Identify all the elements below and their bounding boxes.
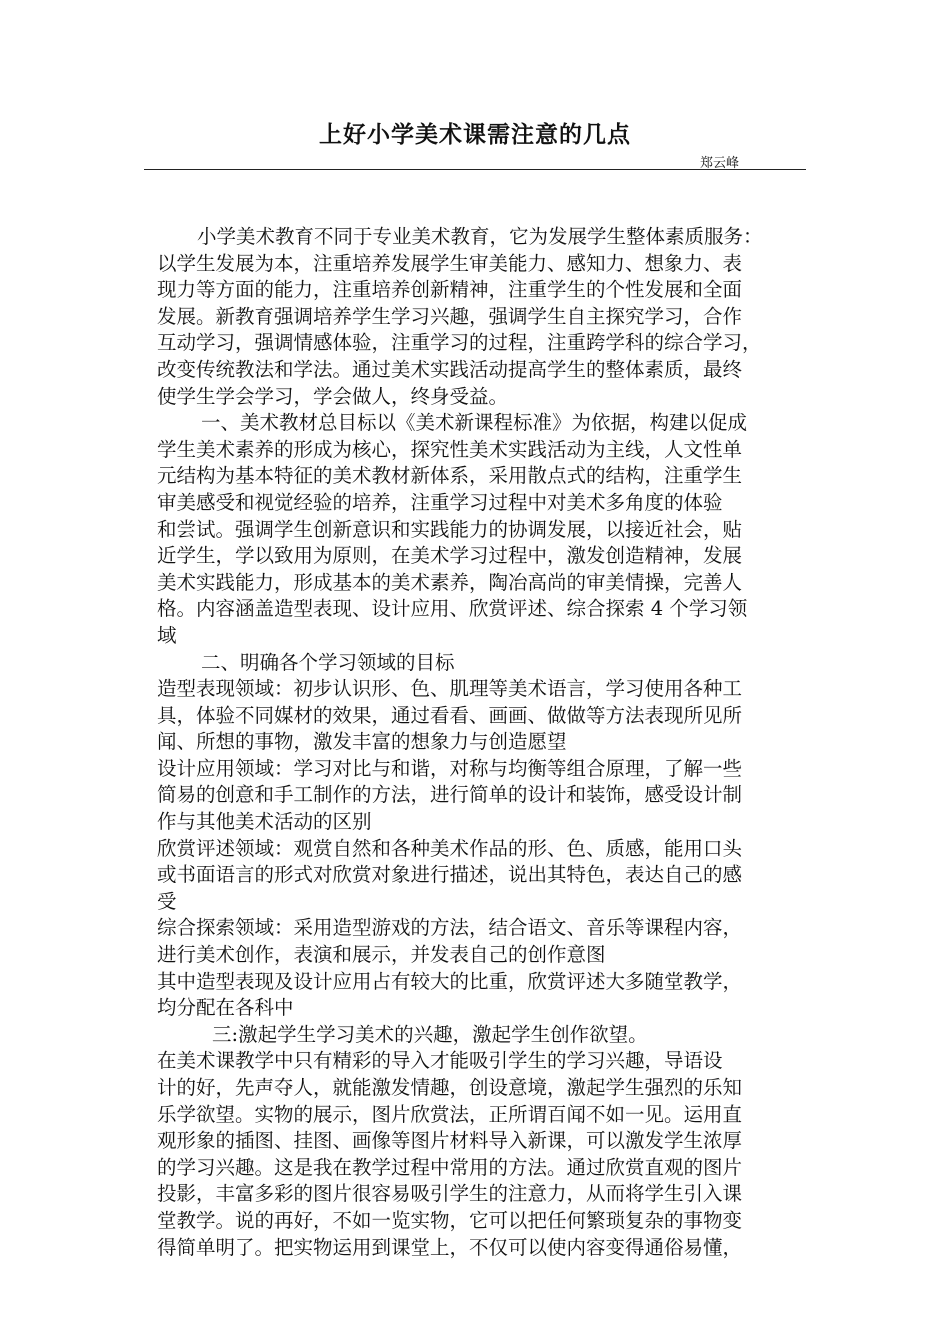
paragraph-line: 观形象的插图、挂图、画像等图片材料导入新课，可以激发学生浓厚 <box>157 1129 743 1153</box>
paragraph-line: 使学生学会学习，学会做人，终身受益。 <box>157 384 509 408</box>
section-heading: 二、明确各个学习领域的目标 <box>201 650 455 674</box>
paragraph-line: 一、美术教材总目标以《美术新课程标准》为依据，构建以促成 <box>201 411 748 435</box>
paragraph-line: 发展。新教育强调培养学生学习兴趣，强调学生自主探究学习，合作 <box>157 304 743 328</box>
paragraph-line: 受 <box>157 889 177 913</box>
paragraph-line: 美术实践能力，形成基本的美术素养，陶冶高尚的审美情操，完善人 <box>157 570 743 594</box>
paragraph-line: 近学生，学以致用为原则，在美术学习过程中，激发创造精神，发展 <box>157 544 743 568</box>
paragraph-line: 和尝试。强调学生创新意识和实践能力的协调发展，以接近社会，贴 <box>157 517 743 541</box>
paragraph-line: 具，体验不同媒材的效果，通过看看、画画、做做等方法表现所见所 <box>157 703 743 727</box>
paragraph-line: 审美感受和视觉经验的培养，注重学习过程中对美术多角度的体验 <box>157 490 723 514</box>
paragraph-line: 或书面语言的形式对欣赏对象进行描述，说出其特色，表达自己的感 <box>157 863 743 887</box>
paragraph-line: 学生美术素养的形成为核心，探究性美术实践活动为主线，人文性单 <box>157 437 743 461</box>
document-body <box>157 224 822 1261</box>
paragraph-line: 欣赏评述领域：观赏自然和各种美术作品的形、色、质感，能用口头 <box>157 836 743 860</box>
paragraph-line: 域 <box>157 623 177 647</box>
paragraph-line: 现力等方面的能力，注重培养创新精神，注重学生的个性发展和全面 <box>157 278 743 302</box>
paragraph-line: 改变传统教法和学法。通过美术实践活动提高学生的整体素质，最终 <box>157 357 743 381</box>
paragraph-line: 在美术课教学中只有精彩的导入才能吸引学生的学习兴趣，导语设 <box>157 1049 723 1073</box>
paragraph-line: 均分配在各科中 <box>157 996 294 1020</box>
paragraph-line: 元结构为基本特征的美术教材新体系，采用散点式的结构，注重学生 <box>157 464 743 488</box>
paragraph-line: 进行美术创作，表演和展示，并发表自己的创作意图 <box>157 943 606 967</box>
paragraph-line: 的学习兴趣。这是我在教学过程中常用的方法。通过欣赏直观的图片 <box>157 1155 743 1179</box>
paragraph-line: 格。内容涵盖造型表现、设计应用、欣赏评述、综合探索 4 个学习领 <box>157 597 748 621</box>
paragraph-line: 作与其他美术活动的区别 <box>157 810 372 834</box>
paragraph-line: 闻、所想的事物，激发丰富的想象力与创造愿望 <box>157 730 567 754</box>
paragraph-line: 乐学欲望。实物的展示，图片欣赏法，正所谓百闻不如一见。运用直 <box>157 1102 743 1126</box>
paragraph-line: 以学生发展为本，注重培养发展学生审美能力、感知力、想象力、表 <box>157 251 743 275</box>
paragraph-line: 得简单明了。把实物运用到课堂上，不仅可以使内容变得通俗易懂， <box>157 1235 743 1259</box>
paragraph-line: 互动学习，强调情感体验，注重学习的过程，注重跨学科的综合学习， <box>157 331 762 355</box>
paragraph-line: 堂教学。说的再好，不如一览实物，它可以把任何繁琐复杂的事物变 <box>157 1208 743 1232</box>
paragraph-line: 小学美术教育不同于专业美术教育，它为发展学生整体素质服务： <box>197 225 763 248</box>
paragraph-line: 简易的创意和手工制作的方法，进行简单的设计和装饰，感受设计制 <box>157 783 743 807</box>
header-divider <box>144 169 806 170</box>
paragraph-line: 计的好，先声夺人，就能激发情趣，创设意境，激起学生强烈的乐知 <box>157 1076 743 1099</box>
paragraph-line: 综合探索领域：采用造型游戏的方法，结合语文、音乐等课程内容， <box>157 916 743 940</box>
paragraph-line: 其中造型表现及设计应用占有较大的比重，欣赏评述大多随堂教学， <box>157 969 743 993</box>
paragraph-line: 造型表现领域：初步认识形、色、肌理等美术语言，学习使用各种工 <box>157 677 743 701</box>
section-heading: 三:激起学生学习美术的兴趣，激起学生创作欲望。 <box>212 1022 648 1046</box>
document-title: 上好小学美术课需注意的几点 <box>319 122 631 148</box>
paragraph-line: 设计应用领域：学习对比与和谐，对称与均衡等组合原理，了解一些 <box>157 756 743 780</box>
paragraph-line: 投影，丰富多彩的图片很容易吸引学生的注意力，从而将学生引入课 <box>157 1182 743 1206</box>
document-author: 郑云峰 <box>700 156 740 171</box>
